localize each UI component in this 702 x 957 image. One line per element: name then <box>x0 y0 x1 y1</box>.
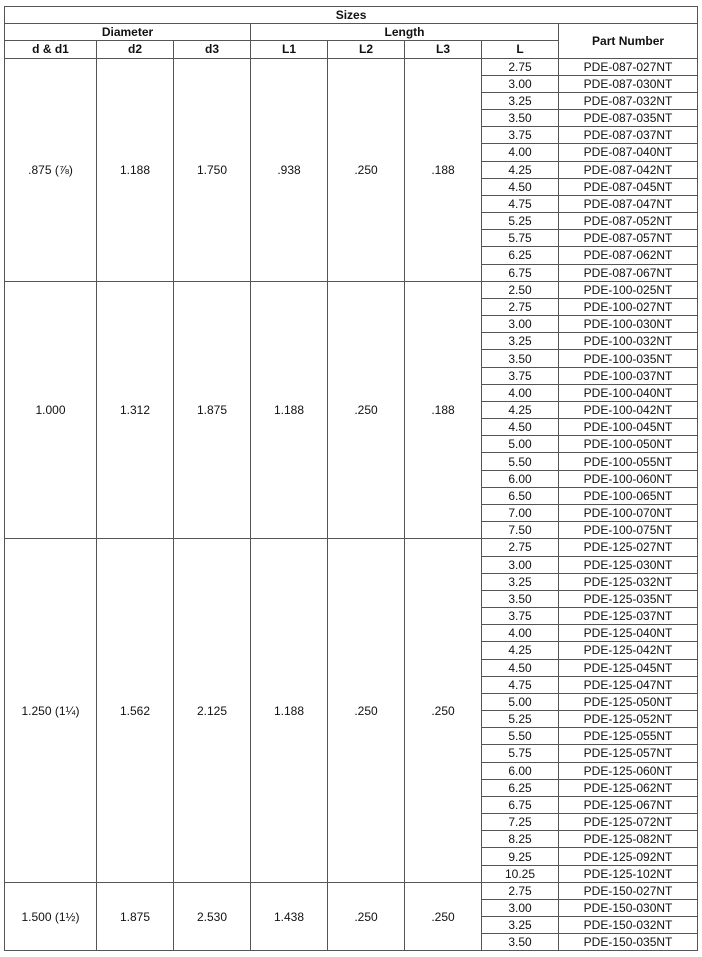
table-row <box>5 882 698 899</box>
part-number-cell: PDE-100-027NT <box>559 298 698 315</box>
length-l2-cell: .250 <box>328 281 405 539</box>
part-number-cell: PDE-087-057NT <box>559 230 698 247</box>
length-l-cell: 3.25 <box>482 333 559 350</box>
length-l-cell: 4.50 <box>482 178 559 195</box>
length-l-cell: 5.00 <box>482 436 559 453</box>
length-l-cell: 4.25 <box>482 161 559 178</box>
part-number-header: Part Number <box>559 24 698 58</box>
part-number-cell: PDE-125-055NT <box>559 728 698 745</box>
part-number-cell: PDE-087-067NT <box>559 264 698 281</box>
length-l-cell: 7.25 <box>482 814 559 831</box>
part-number-cell: PDE-087-052NT <box>559 213 698 230</box>
part-number-cell: PDE-125-092NT <box>559 848 698 865</box>
length-l-cell: 4.00 <box>482 625 559 642</box>
part-number-cell: PDE-100-070NT <box>559 504 698 521</box>
length-l-cell: 6.75 <box>482 264 559 281</box>
length-l-cell: 2.50 <box>482 281 559 298</box>
diameter-d-cell: 1.000 <box>5 281 97 539</box>
diameter-d-cell: 1.500 (1½) <box>5 882 97 951</box>
table-header <box>5 7 698 59</box>
part-number-cell: PDE-087-042NT <box>559 161 698 178</box>
length-l-cell: 2.75 <box>482 298 559 315</box>
part-number-cell: PDE-125-062NT <box>559 779 698 796</box>
length-l-cell: 5.00 <box>482 693 559 710</box>
length-l3-cell: .188 <box>405 281 482 539</box>
length-l-cell: 10.25 <box>482 865 559 882</box>
part-number-cell: PDE-125-030NT <box>559 556 698 573</box>
part-number-cell: PDE-100-025NT <box>559 281 698 298</box>
part-number-cell: PDE-087-062NT <box>559 247 698 264</box>
part-number-cell: PDE-125-067NT <box>559 796 698 813</box>
part-number-cell: PDE-125-050NT <box>559 693 698 710</box>
length-l-cell: 5.75 <box>482 745 559 762</box>
part-number-cell: PDE-125-047NT <box>559 676 698 693</box>
part-number-cell: PDE-125-060NT <box>559 762 698 779</box>
column-header-d3: d3 <box>174 41 251 58</box>
part-number-cell: PDE-087-030NT <box>559 75 698 92</box>
length-l-cell: 3.50 <box>482 350 559 367</box>
part-number-cell: PDE-125-037NT <box>559 608 698 625</box>
length-l-cell: 3.25 <box>482 573 559 590</box>
length-l-cell: 9.25 <box>482 848 559 865</box>
diameter-d2-cell: 1.312 <box>97 281 174 539</box>
length-l2-cell: .250 <box>328 882 405 951</box>
column-header-d2: d2 <box>97 41 174 58</box>
column-header-l3: L3 <box>405 41 482 58</box>
part-number-cell: PDE-125-057NT <box>559 745 698 762</box>
diameter-d2-cell: 1.875 <box>97 882 174 951</box>
length-l-cell: 3.25 <box>482 92 559 109</box>
length-l-cell: 4.50 <box>482 419 559 436</box>
part-number-cell: PDE-150-035NT <box>559 934 698 951</box>
part-number-cell: PDE-087-040NT <box>559 144 698 161</box>
length-l3-cell: .250 <box>405 539 482 882</box>
part-number-cell: PDE-087-035NT <box>559 110 698 127</box>
part-number-cell: PDE-150-030NT <box>559 899 698 916</box>
diameter-group-header: Diameter <box>5 24 251 41</box>
part-number-cell: PDE-100-065NT <box>559 487 698 504</box>
part-number-cell: PDE-087-037NT <box>559 127 698 144</box>
part-number-cell: PDE-100-050NT <box>559 436 698 453</box>
length-l-cell: 5.50 <box>482 728 559 745</box>
length-l-cell: 6.50 <box>482 487 559 504</box>
length-l-cell: 2.75 <box>482 539 559 556</box>
length-l-cell: 5.25 <box>482 213 559 230</box>
diameter-d2-cell: 1.562 <box>97 539 174 882</box>
diameter-d-cell: 1.250 (1¼) <box>5 539 97 882</box>
length-l3-cell: .188 <box>405 58 482 281</box>
length-l-cell: 3.50 <box>482 590 559 607</box>
length-l-cell: 4.00 <box>482 144 559 161</box>
part-number-cell: PDE-125-082NT <box>559 831 698 848</box>
length-group-header: Length <box>251 24 559 41</box>
column-header-l1: L1 <box>251 41 328 58</box>
part-number-cell: PDE-100-045NT <box>559 419 698 436</box>
length-l-cell: 4.50 <box>482 659 559 676</box>
part-number-cell: PDE-087-027NT <box>559 58 698 75</box>
length-l-cell: 6.00 <box>482 470 559 487</box>
length-l-cell: 3.00 <box>482 316 559 333</box>
length-l-cell: 6.75 <box>482 796 559 813</box>
diameter-d-cell: .875 (⅞) <box>5 58 97 281</box>
part-number-cell: PDE-150-032NT <box>559 917 698 934</box>
length-l-cell: 3.50 <box>482 934 559 951</box>
length-l-cell: 4.75 <box>482 676 559 693</box>
part-number-cell: PDE-150-027NT <box>559 882 698 899</box>
length-l-cell: 3.75 <box>482 127 559 144</box>
part-number-cell: PDE-100-075NT <box>559 522 698 539</box>
length-l-cell: 2.75 <box>482 882 559 899</box>
part-number-cell: PDE-087-032NT <box>559 92 698 109</box>
column-header-d-d1: d & d1 <box>5 41 97 58</box>
part-number-cell: PDE-100-035NT <box>559 350 698 367</box>
length-l-cell: 3.75 <box>482 608 559 625</box>
length-l-cell: 8.25 <box>482 831 559 848</box>
length-l2-cell: .250 <box>328 539 405 882</box>
column-header-l: L <box>482 41 559 58</box>
part-number-cell: PDE-125-052NT <box>559 711 698 728</box>
length-l1-cell: 1.438 <box>251 882 328 951</box>
part-number-cell: PDE-100-055NT <box>559 453 698 470</box>
length-l2-cell: .250 <box>328 58 405 281</box>
part-number-cell: PDE-125-032NT <box>559 573 698 590</box>
part-number-cell: PDE-125-035NT <box>559 590 698 607</box>
part-number-cell: PDE-100-060NT <box>559 470 698 487</box>
part-number-cell: PDE-125-072NT <box>559 814 698 831</box>
length-l-cell: 3.75 <box>482 367 559 384</box>
length-l-cell: 6.25 <box>482 247 559 264</box>
part-number-cell: PDE-125-027NT <box>559 539 698 556</box>
diameter-d3-cell: 2.530 <box>174 882 251 951</box>
sizes-table <box>4 6 698 951</box>
column-header-l2: L2 <box>328 41 405 58</box>
part-number-cell: PDE-125-102NT <box>559 865 698 882</box>
length-l-cell: 4.25 <box>482 642 559 659</box>
length-l-cell: 7.50 <box>482 522 559 539</box>
diameter-d3-cell: 1.750 <box>174 58 251 281</box>
length-l1-cell: .938 <box>251 58 328 281</box>
length-l1-cell: 1.188 <box>251 539 328 882</box>
diameter-d3-cell: 1.875 <box>174 281 251 539</box>
length-l-cell: 7.00 <box>482 504 559 521</box>
diameter-d2-cell: 1.188 <box>97 58 174 281</box>
length-l-cell: 6.25 <box>482 779 559 796</box>
length-l-cell: 5.75 <box>482 230 559 247</box>
part-number-cell: PDE-100-040NT <box>559 384 698 401</box>
diameter-d3-cell: 2.125 <box>174 539 251 882</box>
part-number-cell: PDE-100-042NT <box>559 401 698 418</box>
length-l-cell: 3.00 <box>482 899 559 916</box>
length-l-cell: 6.00 <box>482 762 559 779</box>
table-title: Sizes <box>5 7 698 24</box>
part-number-cell: PDE-125-045NT <box>559 659 698 676</box>
table-row <box>5 539 698 556</box>
part-number-cell: PDE-125-042NT <box>559 642 698 659</box>
length-l-cell: 4.75 <box>482 195 559 212</box>
length-l-cell: 3.00 <box>482 556 559 573</box>
part-number-cell: PDE-087-045NT <box>559 178 698 195</box>
length-l-cell: 3.50 <box>482 110 559 127</box>
table-row <box>5 281 698 298</box>
part-number-cell: PDE-125-040NT <box>559 625 698 642</box>
length-l3-cell: .250 <box>405 882 482 951</box>
length-l1-cell: 1.188 <box>251 281 328 539</box>
length-l-cell: 4.25 <box>482 401 559 418</box>
length-l-cell: 5.25 <box>482 711 559 728</box>
part-number-cell: PDE-100-030NT <box>559 316 698 333</box>
length-l-cell: 5.50 <box>482 453 559 470</box>
table-body <box>5 58 698 951</box>
part-number-cell: PDE-100-032NT <box>559 333 698 350</box>
part-number-cell: PDE-087-047NT <box>559 195 698 212</box>
part-number-cell: PDE-100-037NT <box>559 367 698 384</box>
table-row <box>5 58 698 75</box>
length-l-cell: 4.00 <box>482 384 559 401</box>
length-l-cell: 3.25 <box>482 917 559 934</box>
length-l-cell: 3.00 <box>482 75 559 92</box>
length-l-cell: 2.75 <box>482 58 559 75</box>
